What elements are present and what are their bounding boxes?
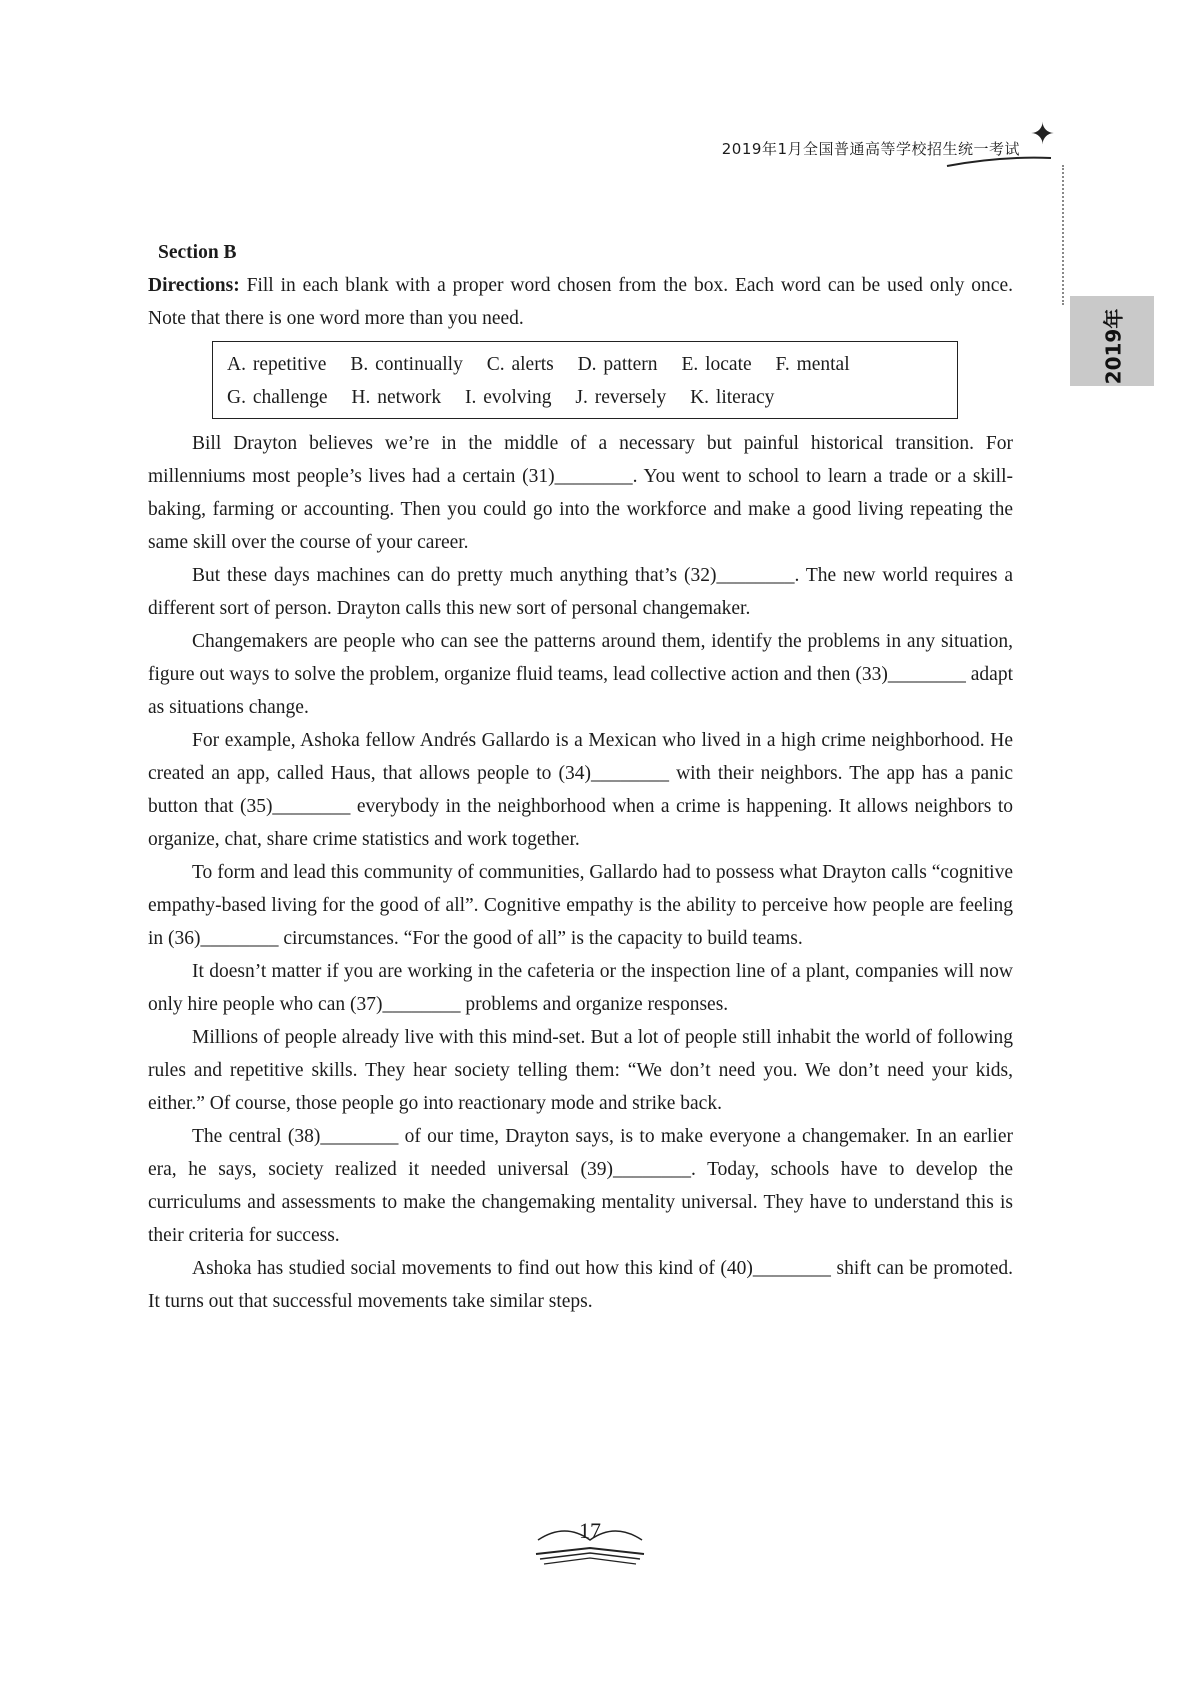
word-option: D. pattern xyxy=(577,354,658,375)
passage-paragraph: It doesn’t matter if you are working in the cafeteria or the inspection line of a plant, companies will now only hire people who can (37)________ problems and organize responses. xyxy=(148,961,1013,1015)
word-choice-box xyxy=(212,341,958,419)
passage-paragraph: Millions of people already live with this mind-set. But a lot of people still inhabit the world of following rules and repetitive skills. They hear society telling them: “We don’t need you. We don’t need your kids, either.” Of course, those people go into reactionary mode and strike back. xyxy=(148,1027,1013,1114)
swoosh-decoration xyxy=(945,152,1055,172)
passage-paragraph: For example, Ashoka fellow Andrés Gallardo is a Mexican who lived in a high crime neighborhood. He created an app, called Haus, that allows people to (34)________ with their neighbors. The app has a panic button that (35)________ everybody in the neighborhood when a crime is happening. It allows neighbors to organize, chat, share crime statistics and work together. xyxy=(148,730,1013,850)
star-icon: ✦ xyxy=(1030,118,1056,151)
passage-paragraph: To form and lead this community of communities, Gallardo had to possess what Drayton calls “cognitive empathy-based living for the good of all”. Cognitive empathy is the ability to perceive how people are feeling in (36)________ circumstances. “For the good of all” is the capacity to build teams. xyxy=(148,862,1013,949)
word-option: H. network xyxy=(351,387,442,408)
word-row-2 xyxy=(227,381,957,414)
word-option: K. literacy xyxy=(690,387,775,408)
directions-text: Fill in each blank with a proper word chosen from the box. Each word can be used only once. Note that there is one word more than you need. xyxy=(148,275,1013,329)
exam-section xyxy=(148,236,1013,1318)
year-side-tab xyxy=(1070,296,1154,386)
year-side-tab-label: 2019年 xyxy=(1101,308,1126,385)
vertical-dotted-line xyxy=(1062,165,1064,305)
passage-paragraph: Changemakers are people who can see the patterns around them, identify the problems in any situation, figure out ways to solve the problem, organize fluid teams, lead collective action and then (33)________ adapt as situations change. xyxy=(148,631,1013,718)
word-option: G. challenge xyxy=(227,387,328,408)
word-option: A. repetitive xyxy=(227,354,327,375)
word-option: C. alerts xyxy=(486,354,554,375)
passage-paragraph: Bill Drayton believes we’re in the middle of a necessary but painful historical transition. For millenniums most people’s lives had a certain (31)________. You went to school to learn a trade or a skill-baking, farming or accounting. Then you could go into the workforce and make a good living repeating the same skill over the course of your career. xyxy=(148,433,1013,553)
word-option: E. locate xyxy=(681,354,752,375)
passage-paragraph: But these days machines can do pretty much anything that’s (32)________. The new world requires a different sort of person. Drayton calls this new sort of personal changemaker. xyxy=(148,565,1013,619)
word-option: B. continually xyxy=(350,354,463,375)
passage-paragraph: The central (38)________ of our time, Drayton says, is to make everyone a changemaker. In an earlier era, he says, society realized it needed universal (39)________. Today, schools have to develop the curriculums and assessments to make the changemaking mentality universal. They have to understand this is their criteria for success. xyxy=(148,1126,1013,1246)
passage-paragraph: Ashoka has studied social movements to find out how this kind of (40)________ shift can be promoted. It turns out that successful movements take similar steps. xyxy=(148,1258,1013,1312)
word-option: J. reversely xyxy=(575,387,667,408)
word-option: F. mental xyxy=(775,354,850,375)
section-title: Section B xyxy=(158,242,237,263)
page-number-ornament xyxy=(530,1518,650,1568)
directions xyxy=(148,269,1013,335)
word-option: I. evolving xyxy=(465,387,552,408)
exam-header-title: 2019年1月全国普通高等学校招生统一考试 xyxy=(721,140,1020,158)
word-row-1 xyxy=(227,348,957,381)
directions-label: Directions: xyxy=(148,275,240,296)
page-number: 17 xyxy=(579,1518,601,1543)
